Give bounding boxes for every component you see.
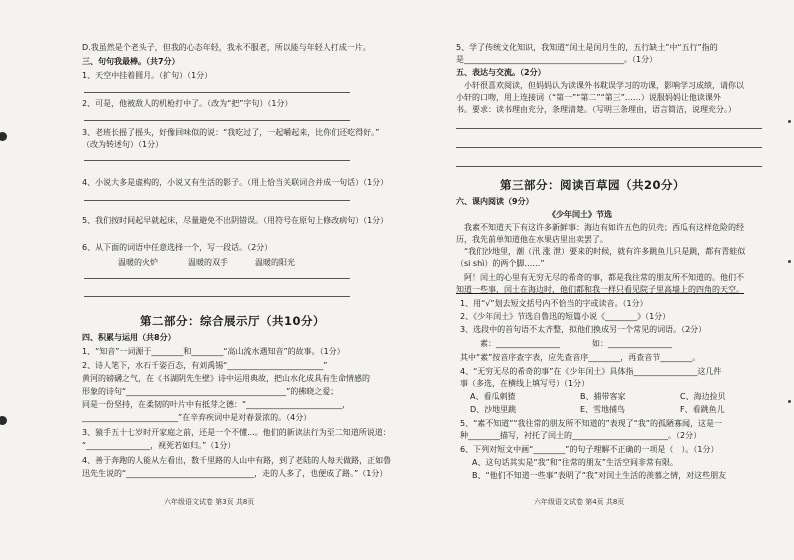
prompt-line: 小轩很喜欢阅读，但妈妈认为读课外书耽误学习的功课，影响学习成绩，请你以 (464, 81, 744, 90)
question-2: 2、可是，他被敌人的机枪打中了。（改为“把”字句）（1分） (82, 99, 293, 108)
question-5: 5、我们按时间起早就起床，尽量避免不出阴错误。（用符号在原句上修改病句）（1分） (82, 216, 389, 225)
section-4-title: 四、积累与运用（共8分） (82, 333, 176, 342)
answer-line (84, 278, 350, 279)
word-option: 温暖的火炉 (118, 258, 158, 267)
item-5: 5、学了传统文化知识，我知道“闰土是闰月生的，五行缺土”中“五行”指的 (456, 43, 718, 52)
passage-line: “我们沙地里，潮（汛 涨 泄）要来的时候，就有许多跳鱼儿只是跳，都有青蛙似 (464, 247, 746, 256)
part-2-title: 第二部分：综合展示厅（共10分） (140, 314, 326, 328)
item-5-line: 是________________________________________。（1分） (456, 55, 658, 64)
passage-line: 历，我先前单知道他在水果店里出卖罢了。 (456, 235, 608, 244)
question-5-line: 种________描写，衬托了闰土的________________________。（2分） (460, 431, 702, 440)
item-2: 2、诗人笔下，水石千姿百态，有刘禹锡“________________________” (82, 361, 328, 370)
question-6: 6、从下面的词语中任意选择一个，写一段话。（2分） (82, 243, 273, 252)
question-3-line: 其中“素”按音序查字表，应先查音序________，再查音节________。 (460, 353, 701, 362)
option: A、看瓜刺猹 (470, 392, 516, 401)
page-footer: 六年级语文试卷 第4页 共8页 (534, 498, 625, 506)
answer-line (84, 120, 350, 121)
section-5-title: 五、表达与交流。（2分） (456, 68, 546, 77)
right-page (400, 0, 794, 560)
section-6-title: 六、课内阅读（9分） (456, 197, 534, 206)
prompt-line: 小轩的口吻，用上连接词（“第一”“第二”“第三”……）说服妈妈让他读课外 (456, 93, 721, 102)
item-2-line: 黄河的磅礴之气，在《书湖阴先生壁》诗中运用典故，把山水化成具有生命情感的 (82, 374, 370, 383)
prompt-line: 书。要求：读书理由充分，条理清楚。（写明三条理由，语言简洁，说理充分。） (456, 105, 736, 114)
item-4-line: 迅先生说的“________________________________，走的人多了，也便成了路。”（1分） (82, 469, 388, 478)
question-6: 6、下列对短文中画“________”的句子理解不正确的一项是（ ）。（1分） (460, 445, 719, 454)
option: A、这句话其实是“我”和“往常的朋友”生活空间非常有限。 (472, 458, 679, 467)
question-3: 3、选段中的首句语不太齐整，拟他们换成另一个常见的词语。（2分） (460, 325, 707, 334)
item-2-line: 形象的诗句“________________________________________”的拂晓之爱； (82, 387, 339, 396)
question-4: 4、小说大多是虚构的，小说又有生活的影子。（用上恰当关联词合并成一句话）（1分） (82, 178, 389, 187)
question-1: 1、用“√”划去短文括号内不恰当的字或读音。（1分） (460, 299, 648, 308)
passage-title: 《少年闰土》节选 (548, 210, 612, 219)
option: B、捕带客家 (580, 392, 626, 401)
answer-line (456, 128, 762, 129)
passage-line: （si shì）的两个脚……” (456, 259, 545, 268)
question-3-note: （改为转述句）（1分） (82, 140, 164, 149)
scan-mark (788, 260, 791, 263)
option: B、“他们不知道一些事”表明了“我”对闰土生活的羡慕之情，对这些朋友 (472, 471, 727, 480)
passage-line: 我素不知道天下有这许多新鲜事：海边有如许五色的贝壳；西瓜有这样危险的经 (464, 223, 744, 232)
section-3-title: 三、句句我最棒。（共7分） (82, 57, 180, 66)
word-option: 温暖的阳光 (255, 258, 295, 267)
scan-mark (788, 120, 791, 123)
answer-line (84, 92, 350, 93)
passage-line: 阿！闰土的心里有无穷无尽的希奇的事，都是我往常的朋友所不知道的。他们不 (464, 273, 744, 282)
answer-line (456, 147, 762, 148)
answer-line (84, 160, 350, 161)
answer-line (456, 166, 762, 167)
option: F、看跳鱼儿 (680, 405, 725, 414)
question-4: 4、“无穷无尽的希奇的事”在《少年闰土》具体指________________这几件 (460, 367, 722, 376)
binding-hole (0, 132, 7, 141)
item-3-line: “________________，视死若如归。”（1分） (82, 441, 236, 450)
item-2-line: 同是一份坚持，在柔韧的叶片中有抵芽之德：“________________________， (82, 400, 351, 409)
top-line: D.我虽然是个老头子，但我的心态年轻，我永不服老，所以能与年轻人打成一片。 (82, 43, 371, 52)
item-3: 3、猿手五十七岁时开家庭之前，还是一个不懂...。他们的新读法行为至二知道所说道： (82, 428, 391, 437)
page-footer: 六年级语文试卷 第3页 共8页 (164, 498, 255, 506)
answer-line (84, 296, 350, 297)
passage-line-underlined: 知道一些事，闰土在海边时，他们都和我一样只看见院子里高墙上的四角的天空。 (456, 285, 744, 294)
item-4: 4、善于奔跑的人能从左看出，数千里路的人山中有路，到了老陆的人每天做路，正如鲁 (82, 456, 392, 465)
binding-hole (0, 416, 7, 425)
question-1: 1、天空中挂着圆月。（扩句）（1分） (82, 71, 213, 80)
option: E、雪地捕鸟 (580, 405, 626, 414)
answer-line (84, 200, 350, 201)
question-3-answers: 素：________________ 如：________________ (480, 339, 672, 348)
scan-mark (788, 400, 791, 403)
item-2-line: ________________________”在辛弃疾词中是对春景浓的。（4分） (82, 413, 312, 422)
question-5: 5、“素不知道”“我往常的朋友所不知道的”表现了“我”的孤陋寡闻，这是一 (460, 419, 722, 428)
part-3-title: 第三部分：阅读百草园（共20分） (500, 178, 686, 192)
question-2: 2、《少年闰土》节选自鲁迅的短篇小说《________》（1分） (460, 312, 671, 321)
option: C、海边捡贝 (680, 392, 726, 401)
item-1: 1、“知音”一词源于________和________“高山流水遇知音”的故事。（1分） (82, 347, 345, 356)
question-4-line: 事（多选，在横线上填写号）（1分） (460, 379, 590, 388)
word-option: 温暖的双手 (188, 258, 228, 267)
option: D、沙地里跳 (470, 405, 517, 414)
question-3: 3、老班长摇了摇头，好像回味似的说：“我吃过了，一起嚼起来，比你们还吃得好。” (82, 128, 380, 137)
